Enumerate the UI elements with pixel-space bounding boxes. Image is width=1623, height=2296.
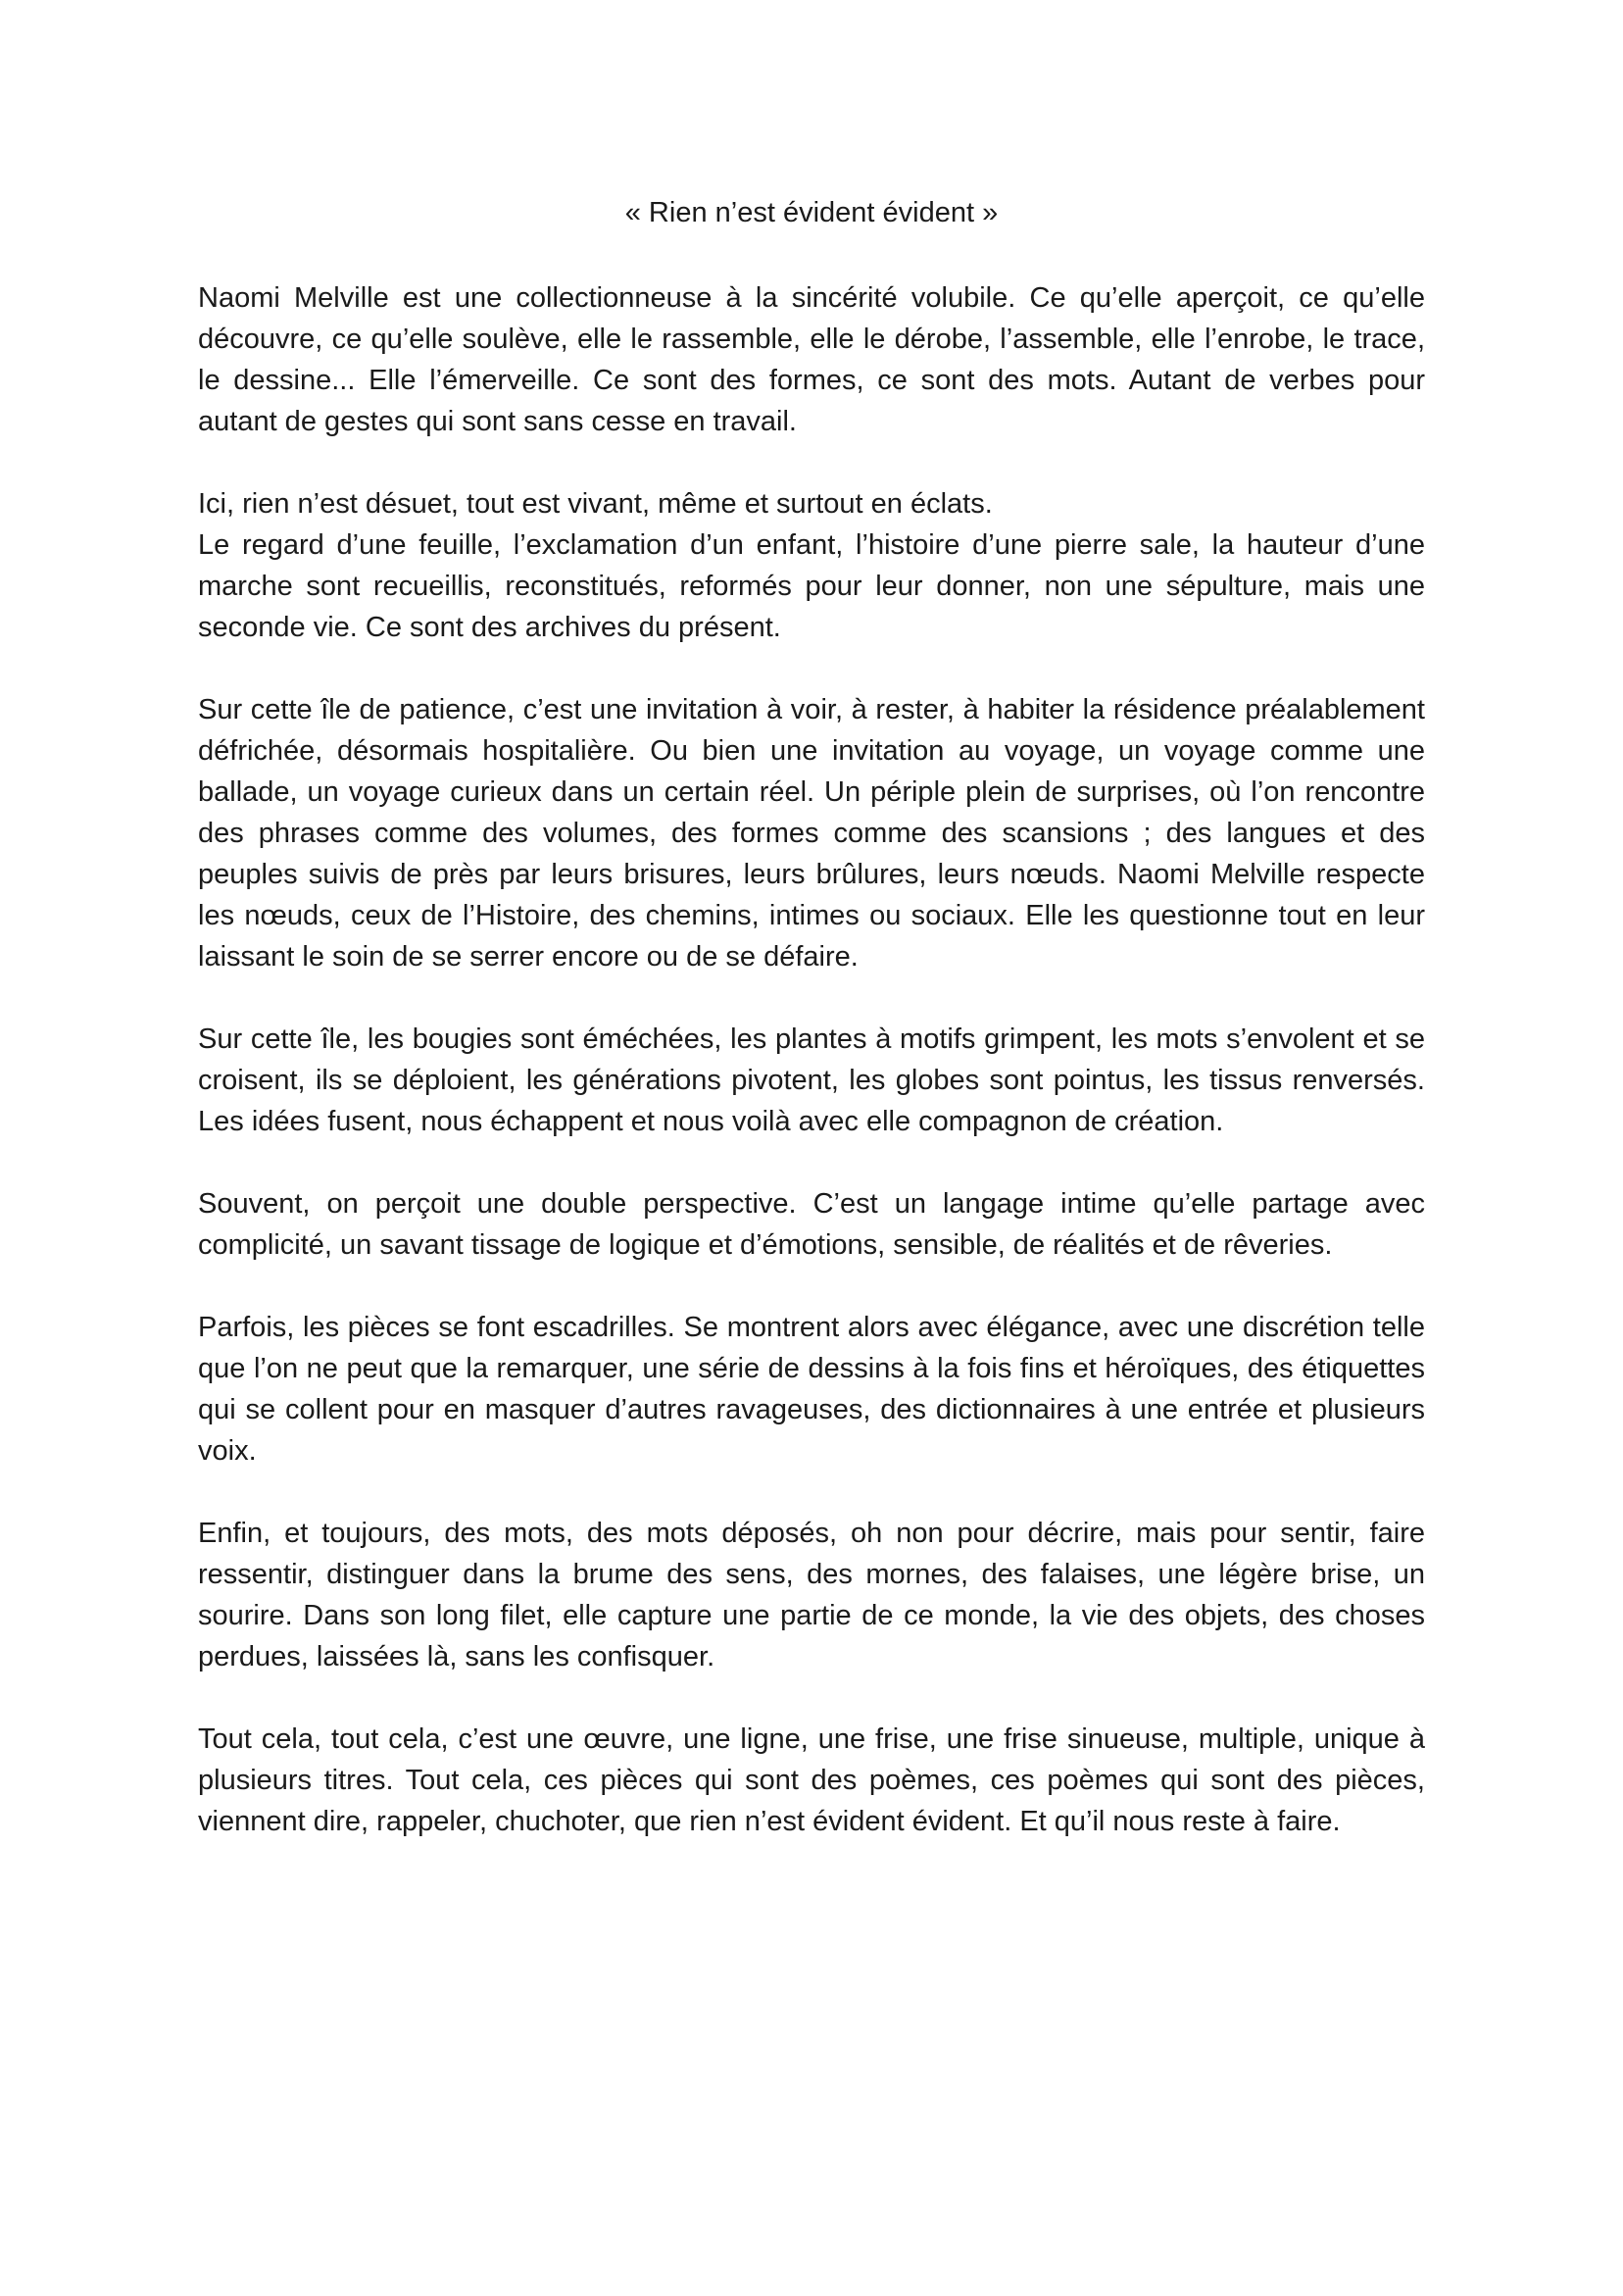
paragraph-4: Sur cette île de patience, c’est une invitation à voir, à rester, à habiter la résidence préalablement défrichée, désormais hospitalière. Ou bien une invitation au voyage, un voyage comme une ballade, un voyage curieux dans un certain réel. Un périple plein de surprises, où l’on rencontre des phrases comme des volumes, des formes comme des scansions ; des langues et des peuples suivis de près par leurs brisures, leurs brûlures, leurs nœuds. Naomi Melville respecte les nœuds, ceux de l’Histoire, des chemins, intimes ou sociaux. Elle les questionne tout en leur laissant le soin de se serrer encore ou de se défaire. bbox=[198, 694, 1425, 973]
paragraph-1: Naomi Melville est une collectionneuse à la sincérité volubile. Ce qu’elle aperçoit, ce qu’elle découvre, ce qu’elle soulève, elle le rassemble, elle le dérobe, l’assemble, elle l’enrobe, le trace, le dessine... Elle l’émerveille. Ce sont des formes, ce sont des mots. Autant de verbes pour autant de gestes qui sont sans cesse en travail. bbox=[198, 282, 1425, 437]
paragraph-5: Sur cette île, les bougies sont éméchées, les plantes à motifs grimpent, les mots s’envolent et se croisent, ils se déploient, les générations pivotent, les globes sont pointus, les tissus renversés. Les idées fusent, nous échappent et nous voilà avec elle compagnon de création. bbox=[198, 1023, 1425, 1137]
document-body bbox=[198, 277, 1425, 1883]
paragraph-3: Le regard d’une feuille, l’exclamation d’un enfant, l’histoire d’une pierre sale, la hauteur d’une marche sont recueillis, reconstitués, reformés pour leur donner, non une sépulture, mais une seconde vie. Ce sont des archives du présent. bbox=[198, 529, 1425, 643]
paragraph-6: Souvent, on perçoit une double perspective. C’est un langage intime qu’elle partage avec complicité, un savant tissage de logique et d’émotions, sensible, de réalités et de rêveries. bbox=[198, 1188, 1425, 1261]
paragraph-9: Tout cela, tout cela, c’est une œuvre, une ligne, une frise, une frise sinueuse, multiple, unique à plusieurs titres. Tout cela, ces pièces qui sont des poèmes, ces poèmes qui sont des pièces, viennent dire, rappeler, chuchoter, que rien n’est évident évident. Et qu’il nous reste à faire. bbox=[198, 1723, 1425, 1837]
paragraph-7: Parfois, les pièces se font escadrilles. Se montrent alors avec élégance, avec une discrétion telle que l’on ne peut que la remarquer, une série de dessins à la fois fins et héroïques, des étiquettes qui se collent pour en masquer d’autres ravageuses, des dictionnaires à une entrée et plusieurs voix. bbox=[198, 1312, 1425, 1467]
document-title: « Rien n’est évident évident » bbox=[624, 197, 999, 228]
paragraph-8: Enfin, et toujours, des mots, des mots déposés, oh non pour décrire, mais pour sentir, faire ressentir, distinguer dans la brume des sens, des mornes, des falaises, une légère brise, un sourire. Dans son long filet, elle capture une partie de ce monde, la vie des objets, des choses perdues, laissées là, sans les confisquer. bbox=[198, 1518, 1425, 1672]
paragraph-2: Ici, rien n’est désuet, tout est vivant, même et surtout en éclats. bbox=[198, 488, 993, 520]
